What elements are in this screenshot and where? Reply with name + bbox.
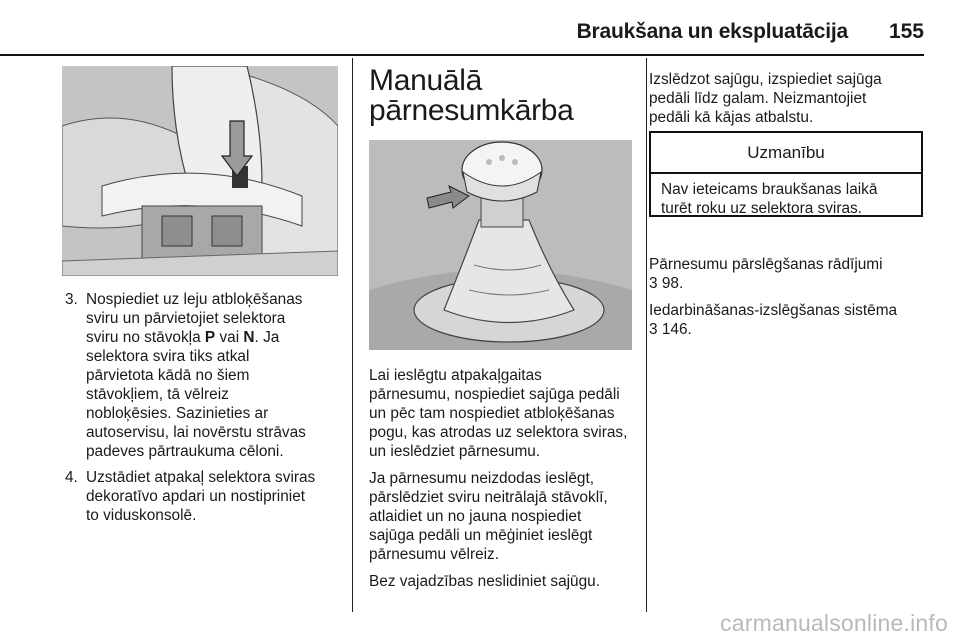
text-line: pedāli līdz galam. Neizmantojiet: [649, 90, 867, 107]
page-number: 155: [888, 20, 924, 43]
section-title: [369, 66, 574, 126]
text-line: pārnesumu, nospiediet sajūga pedāli: [369, 386, 620, 403]
middle-column-text: [369, 366, 644, 599]
position-p-label: P: [204, 329, 216, 346]
gear-lever-illustration: [369, 140, 632, 350]
reference-page: 98.: [661, 275, 684, 292]
page-ref-icon: 3: [649, 321, 658, 338]
text-line: pārnesumu vēlreiz.: [369, 546, 500, 563]
paragraph: [369, 366, 644, 461]
step-number: 3.: [65, 291, 78, 308]
step-line: autoservisu, lai novērstu strāvas: [86, 424, 306, 441]
step-line: Nospiediet uz leju atbloķēšanas: [86, 291, 303, 308]
text-line: turēt roku uz selektora sviras.: [661, 200, 863, 217]
paragraph: [369, 469, 644, 564]
text-line: Izslēdzot sajūgu, izspiediet sajūga: [649, 71, 882, 88]
text-line: Bez vajadzības neslidiniet sajūgu.: [369, 573, 601, 590]
text-line: Ja pārnesumu neizdodas ieslēgt,: [369, 470, 595, 487]
step-list: [62, 290, 347, 525]
reference-text: Iedarbināšanas-izslēgšanas sistēma: [649, 302, 898, 319]
column-divider-2: [646, 58, 647, 612]
selector-lever-illustration: [62, 66, 338, 276]
text-line: un pēc tam nospiediet atbloķēšanas: [369, 405, 615, 422]
page-header: [0, 0, 960, 58]
cross-reference[interactable]: [649, 255, 934, 293]
right-column-refs: [649, 255, 934, 347]
step-line: sviru no stāvokļa: [86, 329, 205, 346]
watermark: carmanualsonline.info: [720, 610, 948, 636]
right-column-intro: [649, 70, 929, 127]
step-line: selektora svira tiks atkal: [86, 348, 250, 365]
text-line: pedāli kā kājas atbalstu.: [649, 109, 814, 126]
step-line: dekoratīvo apdari un nostipriniet: [86, 488, 306, 505]
step-line: nobloķēsies. Sazinieties ar: [86, 405, 269, 422]
step-line: Uzstādiet atpakaļ selektora sviras: [86, 469, 316, 486]
text-line: pogu, kas atrodas uz selektora sviras,: [369, 424, 628, 441]
text-line: sajūga pedāli un mēģiniet ieslēgt: [369, 527, 593, 544]
cross-reference[interactable]: [649, 301, 934, 339]
header-title: Braukšana un ekspluatācija: [576, 20, 848, 43]
list-item: [62, 468, 347, 525]
list-item: [62, 290, 347, 461]
reference-text: Pārnesumu pārslēgšanas rādījumi: [649, 256, 883, 273]
section-title-line: pārnesumkārba: [369, 94, 574, 127]
column-divider-1: [352, 58, 353, 612]
left-column-text: [62, 290, 347, 532]
position-n-label: N: [243, 329, 255, 346]
step-line: . Ja: [254, 329, 280, 346]
page-ref-icon: 3: [649, 275, 658, 292]
step-line: pārvietota kādā no šiem: [86, 367, 250, 384]
step-line: stāvokļiem, tā vēlreiz: [86, 386, 229, 403]
text-line: atlaidiet un no jauna nospiediet: [369, 508, 582, 525]
caution-body: [651, 174, 921, 218]
header-rule: [0, 54, 924, 56]
paragraph: [369, 572, 644, 591]
section-title-line: Manuālā: [369, 64, 482, 97]
step-number: 4.: [65, 469, 78, 486]
step-line: padeves pārtraukuma cēloni.: [86, 443, 284, 460]
reference-page: 146.: [661, 321, 692, 338]
caution-box: [649, 131, 923, 217]
step-line: vai: [215, 329, 244, 346]
text-line: un ieslēdziet pārnesumu.: [369, 443, 541, 460]
step-line: to viduskonsolē.: [86, 507, 197, 524]
caution-heading: Uzmanību: [651, 133, 921, 174]
text-line: Lai ieslēgtu atpakaļgaitas: [369, 367, 542, 384]
text-line: Nav ieteicams braukšanas laikā: [661, 181, 878, 198]
text-line: pārslēdziet sviru neitrālajā stāvoklī,: [369, 489, 608, 506]
step-line: sviru un pārvietojiet selektora: [86, 310, 286, 327]
